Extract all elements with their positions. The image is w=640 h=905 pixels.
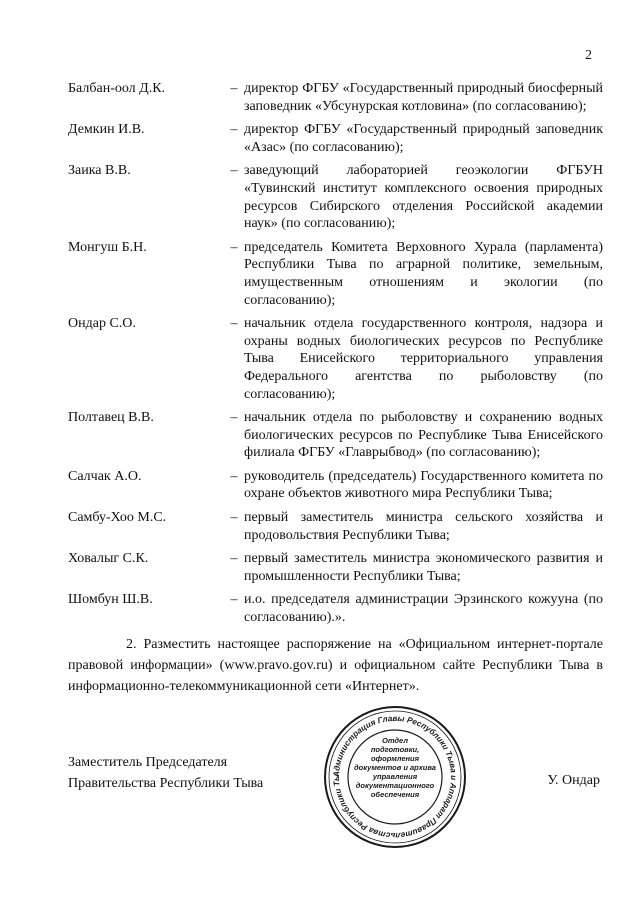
paragraph-2: 2. Разместить настоящее распоряжение на «Официальном интернет-портале правовой информации» (www.pravo.gov.ru) и официальном сайте Республики Тыва в информационно-телекоммуникационной сети «Интернет». xyxy=(68,637,603,694)
member-role: первый заместитель министра экономического развития и промышленности Республики Тыва; xyxy=(244,551,603,584)
member-dash: – xyxy=(230,592,238,608)
member-row xyxy=(68,239,603,309)
member-name: Балбан-оол Д.К. xyxy=(68,81,166,96)
signatory-position-line-2: Правительства Республики Тыва xyxy=(68,776,264,791)
stamp-line: документационного xyxy=(355,781,435,790)
page-number: 2 xyxy=(585,48,592,63)
member-name: Ховалыг С.К. xyxy=(68,551,149,567)
member-row xyxy=(68,409,603,462)
member-row xyxy=(68,509,603,544)
member-name: Заика В.В. xyxy=(68,163,131,179)
member-row xyxy=(68,80,603,115)
signatory-position-line-1: Заместитель Председателя xyxy=(68,755,228,770)
member-dash: – xyxy=(230,81,238,96)
stamp-line: подготовки, xyxy=(370,745,420,754)
member-row xyxy=(68,468,603,503)
member-name: Шомбун Ш.В. xyxy=(68,592,153,608)
member-role: заведующий лабораторией геоэкологии ФГБУН «Тувинский институт комплексного освоения природных ресурсов Сибирского отделения Российской академии наук» (по согласованию); xyxy=(244,163,603,232)
member-role: директор ФГБУ «Государственный природный биосферный заповедник «Убсунурская котловина» (по согласованию); xyxy=(244,81,603,114)
member-row xyxy=(68,591,603,626)
member-role: и.о. председателя администрации Эрзинского кожууна (по согласованию).». xyxy=(244,592,603,626)
stamp-ring-textpath: Администрация Главы Республики Тыва и Аппарат Правительства Республики Ты xyxy=(331,713,459,841)
stamp-line: обеспечения xyxy=(370,790,420,799)
signatory-position xyxy=(68,752,263,794)
member-dash: – xyxy=(230,551,238,567)
member-name: Ондар С.О. xyxy=(68,316,136,332)
stamp-line: Отдел xyxy=(382,736,408,745)
member-role: председатель Комитета Верховного Хурала (парламента) Республики Тыва по аграрной политике, земельным, имущественным отношениям и экологии (по согласованию); xyxy=(244,239,603,308)
member-name: Салчак А.О. xyxy=(68,468,142,484)
member-row xyxy=(68,121,603,156)
member-row xyxy=(68,550,603,585)
member-role: директор ФГБУ «Государственный природный заповедник «Азас» (по согласованию); xyxy=(244,122,603,155)
member-dash: – xyxy=(230,122,238,138)
member-dash: – xyxy=(230,468,238,484)
member-name: Полтавец В.В. xyxy=(68,410,154,426)
stamp-line: оформления xyxy=(370,754,420,763)
member-dash: – xyxy=(230,510,238,526)
stamp-line: управления xyxy=(372,772,418,781)
member-name: Демкин И.В. xyxy=(68,122,145,138)
member-name: Монгуш Б.Н. xyxy=(68,239,147,255)
member-dash: – xyxy=(230,163,238,179)
member-role: начальник отдела государственного контроля, надзора и охраны водных биологических ресурсов по Республике Тыва Енисейского территориального управления Федерального агентства по рыболовству (по согласованию); xyxy=(244,316,603,402)
official-stamp xyxy=(320,702,470,852)
member-row xyxy=(68,315,603,403)
stamp-line: документов и архива xyxy=(354,763,436,772)
member-dash: – xyxy=(230,316,238,332)
member-dash: – xyxy=(230,410,238,426)
member-role: первый заместитель министра сельского хозяйства и продовольствия Республики Тыва; xyxy=(244,510,603,543)
members-list xyxy=(68,80,603,633)
member-dash: – xyxy=(230,239,238,255)
member-row xyxy=(68,162,603,232)
member-name: Самбу-Хоо М.С. xyxy=(68,510,167,526)
signatory-name: У. Ондар xyxy=(547,773,600,788)
stamp-center-text xyxy=(350,728,440,799)
member-role: руководитель (председатель) Государственного комитета по охране объектов животного мира Республики Тыва; xyxy=(244,468,603,502)
member-role: начальник отдела по рыболовству и сохранению водных биологических ресурсов по Республике Тыва Енисейского филиала ФГБУ «Главрыбвод» (по согласованию); xyxy=(244,410,603,461)
